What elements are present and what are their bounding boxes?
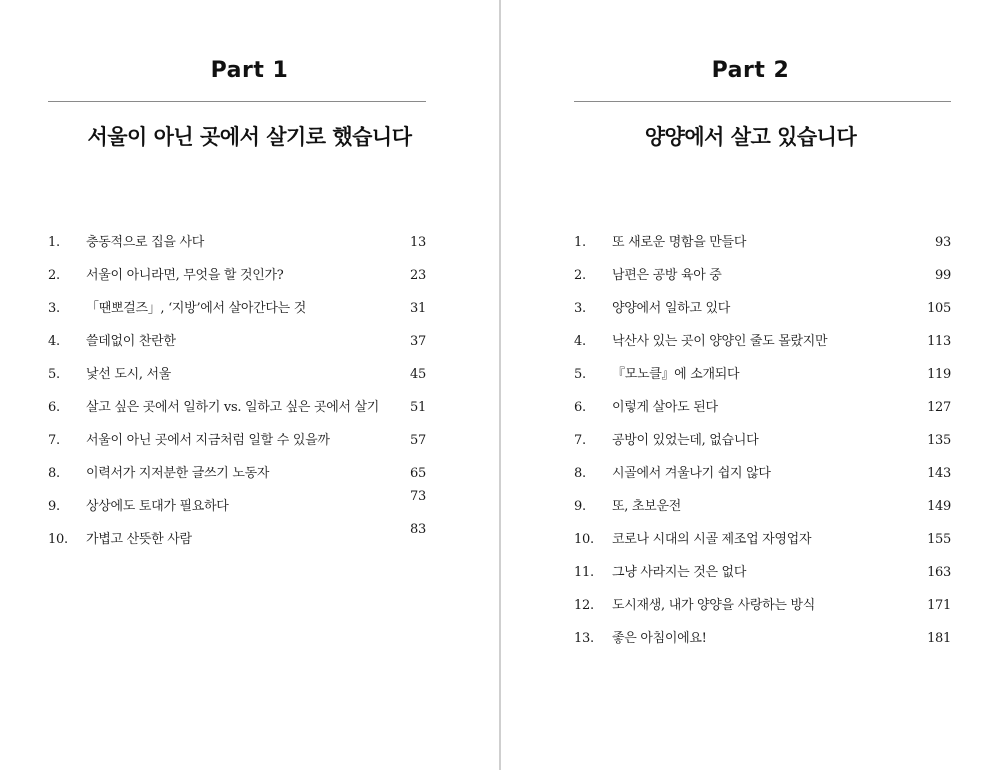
- toc-entry[interactable]: [574, 562, 951, 595]
- entry-title: 도시재생, 내가 양양을 사랑하는 방식: [612, 598, 816, 613]
- entry-number: 4.: [48, 334, 60, 349]
- toc-entry[interactable]: [574, 496, 951, 529]
- entry-page: 23: [410, 268, 426, 283]
- toc-entry[interactable]: [574, 298, 951, 331]
- divider-rule: [48, 101, 426, 102]
- entry-title: 양양에서 일하고 있다: [612, 301, 730, 316]
- toc-entry[interactable]: [48, 331, 426, 364]
- entry-title: 또 새로운 명함을 만들다: [612, 235, 747, 250]
- toc-entry[interactable]: [48, 364, 426, 397]
- part-title: 양양에서 살고 있습니다: [644, 125, 857, 149]
- entry-number: 10.: [574, 532, 594, 547]
- toc-entry[interactable]: [48, 298, 426, 331]
- entry-number: 2.: [48, 268, 60, 283]
- entry-title: 코로나 시대의 시골 제조업 자영업자: [612, 532, 812, 547]
- toc-entry[interactable]: [48, 397, 426, 430]
- entry-page: 119: [927, 367, 951, 382]
- entry-number: 7.: [48, 433, 60, 448]
- entry-number: 13.: [574, 631, 594, 646]
- entry-number: 5.: [48, 367, 60, 382]
- toc-entry[interactable]: [574, 364, 951, 397]
- entry-page: 171: [927, 598, 951, 613]
- entry-title: 좋은 아침이에요!: [612, 631, 707, 646]
- entry-number: 2.: [574, 268, 586, 283]
- entry-page: 143: [927, 466, 951, 481]
- toc-entry[interactable]: [574, 265, 951, 298]
- entry-number: 4.: [574, 334, 586, 349]
- right-page: [501, 0, 1000, 770]
- divider-rule: [574, 101, 951, 102]
- entry-page: 51: [410, 400, 426, 415]
- entry-title: 이렇게 살아도 된다: [612, 400, 718, 415]
- entry-page: 113: [927, 334, 951, 349]
- entry-title: 그냥 사라지는 것은 없다: [612, 565, 747, 580]
- entry-page: 163: [927, 565, 951, 580]
- entry-page: 105: [927, 301, 951, 316]
- entry-page: 45: [410, 367, 426, 382]
- entry-number: 11.: [574, 565, 594, 580]
- entry-title: 가볍고 산뜻한 사람: [86, 532, 192, 547]
- entry-number: 3.: [48, 301, 60, 316]
- toc-entry[interactable]: [574, 430, 951, 463]
- entry-number: 9.: [574, 499, 586, 514]
- part-label: Part 1: [210, 58, 289, 83]
- entry-title: 공방이 있었는데, 없습니다: [612, 433, 759, 448]
- entry-number: 3.: [574, 301, 586, 316]
- toc-entry[interactable]: [48, 265, 426, 298]
- entry-title: 또, 초보운전: [612, 499, 681, 514]
- toc-entry[interactable]: [574, 232, 951, 265]
- entry-page: 65: [410, 466, 426, 481]
- toc-entry[interactable]: [48, 430, 426, 463]
- entry-title: 쓸데없이 찬란한: [86, 334, 176, 349]
- toc-entry[interactable]: [574, 463, 951, 496]
- entry-title: 시골에서 겨울나기 쉽지 않다: [612, 466, 771, 481]
- entry-page: 57: [410, 433, 426, 448]
- entry-title: 살고 싶은 곳에서 일하기 vs. 일하고 싶은 곳에서 살기: [86, 400, 380, 415]
- entry-number: 12.: [574, 598, 594, 613]
- entry-title: 「땐뽀걸즈」, ‘지방’에서 살아간다는 것: [86, 301, 307, 316]
- entry-page: 155: [927, 532, 951, 547]
- entry-title: 상상에도 토대가 필요하다: [86, 499, 229, 514]
- toc-entry[interactable]: [574, 529, 951, 562]
- entry-number: 5.: [574, 367, 586, 382]
- entry-page: 83: [410, 522, 426, 537]
- entry-page: 135: [927, 433, 951, 448]
- entry-page: 149: [927, 499, 951, 514]
- toc-entry[interactable]: [574, 628, 951, 661]
- entry-page: 73: [410, 489, 426, 504]
- entry-number: 9.: [48, 499, 60, 514]
- toc-entry[interactable]: [48, 463, 426, 496]
- part-title: 서울이 아닌 곳에서 살기로 했습니다: [87, 125, 412, 149]
- entry-page: 31: [410, 301, 426, 316]
- entry-number: 1.: [48, 235, 60, 250]
- entry-title: 이력서가 지저분한 글쓰기 노동자: [86, 466, 270, 481]
- left-page: [0, 0, 499, 770]
- toc-list: [574, 232, 951, 661]
- entry-title: 서울이 아닌 곳에서 지금처럼 일할 수 있을까: [86, 433, 330, 448]
- entry-page: 93: [935, 235, 951, 250]
- toc-entry[interactable]: [48, 232, 426, 265]
- entry-page: 13: [410, 235, 426, 250]
- toc-entry[interactable]: [574, 595, 951, 628]
- entry-title: 낯선 도시, 서울: [86, 367, 172, 382]
- entry-title: 서울이 아니라면, 무엇을 할 것인가?: [86, 268, 284, 283]
- entry-page: 37: [410, 334, 426, 349]
- entry-number: 8.: [574, 466, 586, 481]
- entry-title: 『모노클』에 소개되다: [612, 367, 740, 382]
- toc-list: [48, 232, 426, 562]
- entry-title: 충동적으로 집을 사다: [86, 235, 204, 250]
- entry-title: 남편은 공방 육아 중: [612, 268, 722, 283]
- entry-page: 127: [927, 400, 951, 415]
- entry-number: 6.: [574, 400, 586, 415]
- toc-entry[interactable]: [48, 489, 426, 529]
- entry-number: 6.: [48, 400, 60, 415]
- part-label: Part 2: [711, 58, 790, 83]
- entry-title: 낙산사 있는 곳이 양양인 줄도 몰랐지만: [612, 334, 828, 349]
- entry-page: 99: [935, 268, 951, 283]
- entry-number: 7.: [574, 433, 586, 448]
- entry-number: 8.: [48, 466, 60, 481]
- toc-entry[interactable]: [574, 397, 951, 430]
- toc-entry[interactable]: [574, 331, 951, 364]
- entry-number: 10.: [48, 532, 68, 547]
- toc-entry[interactable]: [48, 522, 426, 562]
- entry-page: 181: [927, 631, 951, 646]
- entry-number: 1.: [574, 235, 586, 250]
